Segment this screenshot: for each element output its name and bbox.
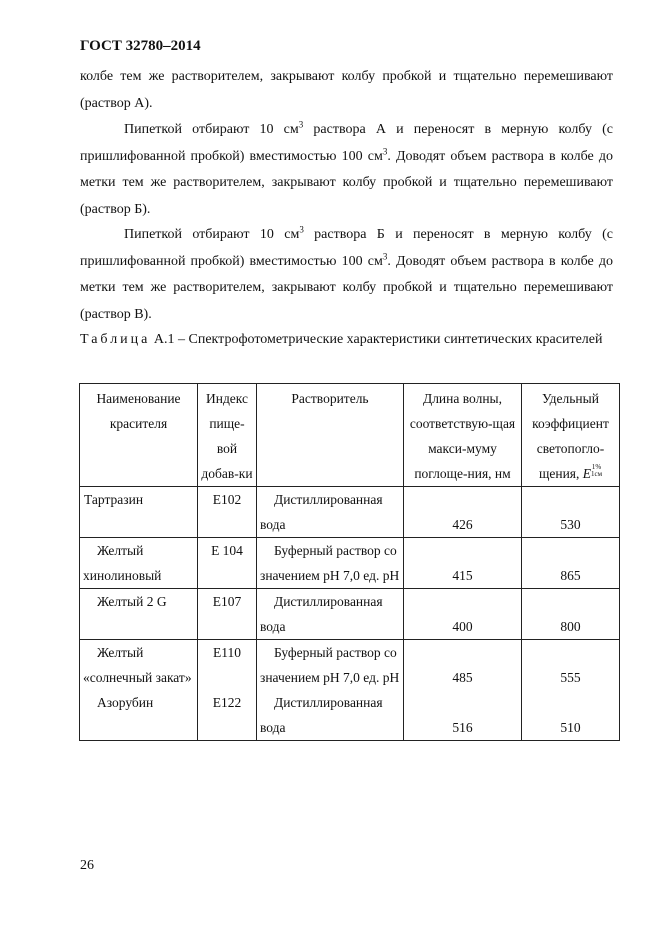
coef-sub: 1см — [591, 470, 603, 478]
superscript: 3 — [382, 145, 388, 156]
cell-index: Е 104 — [198, 538, 257, 589]
cell-solvent: Буферный раствор со значением рН 7,0 ед. рН — [257, 640, 404, 691]
header-wavelength: Длина волны, соответствую-щая макси-муму поглоще-ния, нм — [404, 384, 522, 487]
paragraph-1-text: колбе тем же растворителем, закрывают колбу пробкой и тщательно перемешивают (раствор А). — [80, 69, 613, 111]
table-row — [80, 589, 620, 640]
coef-sup: 1% — [591, 463, 602, 471]
superscript: 3 — [299, 224, 304, 235]
cell-dye-name: Азорубин — [80, 690, 198, 741]
table-header-row — [80, 384, 620, 487]
cell-wavelength: 485 — [404, 640, 522, 691]
cell-wavelength: 400 — [404, 589, 522, 640]
header-dye-name-line2: красителя — [109, 416, 168, 431]
dye-characteristics-table — [79, 383, 620, 741]
cell-index: Е110 — [198, 640, 257, 691]
header-coef-text: Удельный коэффициент светопогло-щения, — [532, 391, 609, 481]
table-row — [80, 487, 620, 538]
table-caption — [80, 327, 613, 353]
cell-wavelength: 415 — [404, 538, 522, 589]
cell-solvent: Дистиллированная вода — [257, 589, 404, 640]
cell-wavelength: 426 — [404, 487, 522, 538]
paragraph-2-text-a: Пипеткой отбирают 10 см — [124, 122, 299, 137]
cell-wavelength: 516 — [404, 690, 522, 741]
paragraph-3-text-c: . Доводят объем раствора в колбе до метки тем же растворителем, закрывают колбу пробкой и тщательно перемешивают (раствор В). — [80, 253, 613, 322]
cell-coefficient: 800 — [522, 589, 620, 640]
cell-index: Е107 — [198, 589, 257, 640]
table-caption-text: А.1 – Спектрофотометрические характеристики синтетических красителей — [150, 332, 603, 347]
cell-dye-name: Тартразин — [80, 487, 198, 538]
cell-solvent: Дистиллированная вода — [257, 690, 404, 741]
header-solvent: Растворитель — [257, 384, 404, 487]
paragraph-2-text-c: . Доводят объем раствора в колбе до метки тем же растворителем, закрывают колбу пробкой и тщательно перемешивают (раствор Б). — [80, 148, 613, 217]
cell-coefficient: 510 — [522, 690, 620, 741]
document-header: ГОСТ 32780–2014 — [80, 38, 201, 54]
table-row — [80, 538, 620, 589]
page-number: 26 — [80, 858, 94, 873]
cell-coefficient: 530 — [522, 487, 620, 538]
superscript: 3 — [382, 250, 388, 261]
cell-coefficient: 865 — [522, 538, 620, 589]
cell-dye-name: Желтый 2 G — [80, 589, 198, 640]
paragraph-3-text-a: Пипеткой отбирают 10 см — [124, 227, 300, 242]
cell-coefficient: 555 — [522, 640, 620, 691]
table-row — [80, 690, 620, 741]
cell-solvent: Буферный раствор со значением рН 7,0 ед. рН — [257, 538, 404, 589]
table-caption-label: Таблица — [80, 332, 151, 347]
coef-symbol: E — [582, 466, 591, 481]
header-dye-name — [80, 384, 198, 487]
superscript: 3 — [298, 119, 304, 130]
paragraph-3-text-b: раствора Б и переносят в мерную колбу (с пришлифованной пробкой) вместимостью 100 см — [80, 227, 613, 269]
header-absorption-coefficient — [522, 384, 620, 487]
coef-indices — [591, 464, 602, 478]
cell-index: Е122 — [198, 690, 257, 741]
table-row — [80, 640, 620, 691]
paragraph-3 — [80, 222, 613, 328]
header-dye-name-line1: Наименование — [96, 391, 181, 406]
cell-dye-name: Желтый хинолиновый — [80, 538, 198, 589]
paragraph-1 — [80, 64, 613, 117]
paragraph-2-text-b: раствора А и переносят в мерную колбу (с пришлифованной пробкой) вместимостью 100 см — [80, 122, 613, 164]
cell-solvent: Дистиллированная вода — [257, 487, 404, 538]
cell-dye-name: Желтый «солнечный закат» — [80, 640, 198, 691]
header-additive-index: Индекс пище-вой добав-ки — [198, 384, 257, 487]
paragraph-2 — [80, 117, 613, 223]
cell-index: Е102 — [198, 487, 257, 538]
